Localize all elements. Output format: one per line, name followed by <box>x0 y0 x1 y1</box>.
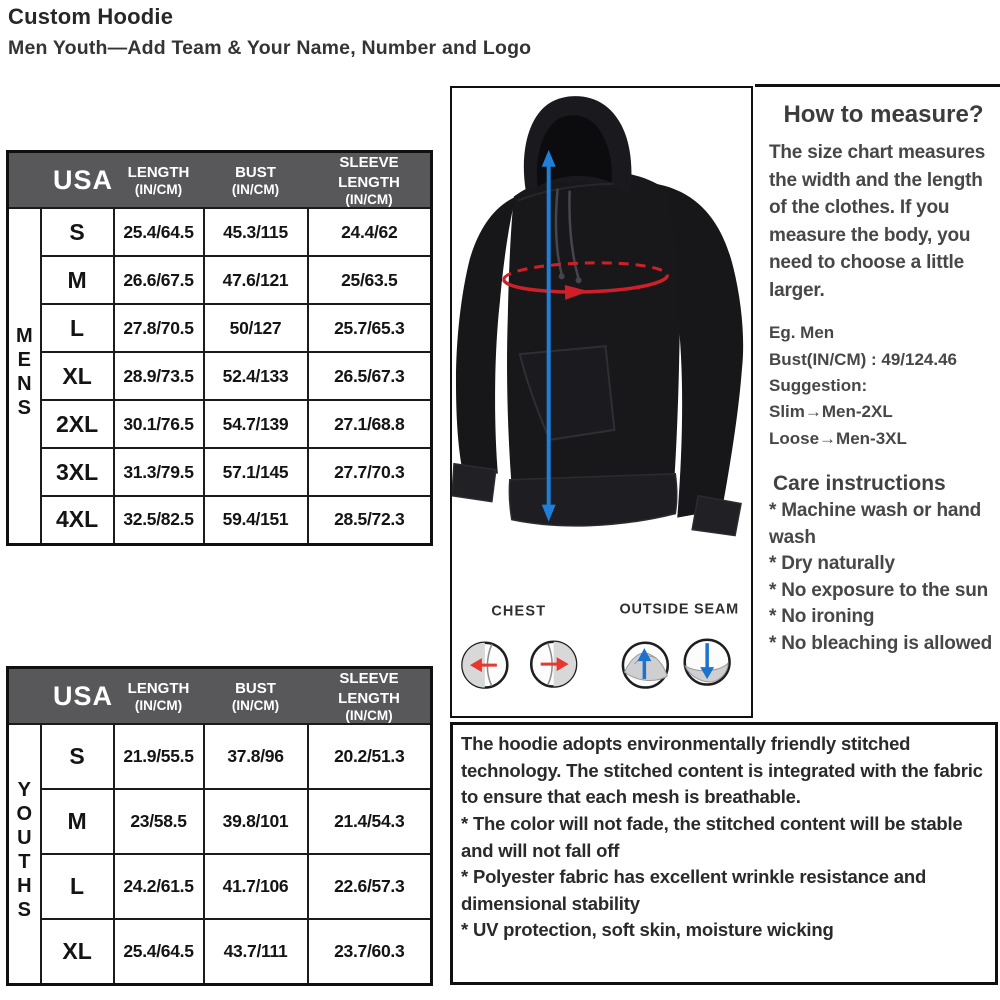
size-cell: M <box>41 256 114 304</box>
bust-cell: 43.7/111 <box>204 919 308 984</box>
mens-bust-header: BUST (IN/CM) <box>204 152 308 209</box>
example-line: Slim→Men-2XL <box>769 402 893 422</box>
seam-arrow-up-icon <box>623 643 668 688</box>
measure-width-arrow-right-icon <box>531 642 576 687</box>
youths-group-label: YOUTHS <box>8 724 41 984</box>
hoodie-measure-panel <box>450 86 753 718</box>
length-cell: 24.2/61.5 <box>114 854 204 919</box>
length-cell: 26.6/67.5 <box>114 256 204 304</box>
care-item: * No exposure to the sun <box>769 579 989 601</box>
page-title: Custom Hoodie <box>8 4 174 29</box>
length-cell: 23/58.5 <box>114 789 204 854</box>
bust-cell: 54.7/139 <box>204 400 308 448</box>
sleeve-cell: 28.5/72.3 <box>308 496 432 544</box>
size-cell: L <box>41 304 114 352</box>
size-cell: 4XL <box>41 496 114 544</box>
sleeve-cell: 25.7/65.3 <box>308 304 432 352</box>
length-cell: 30.1/76.5 <box>114 400 204 448</box>
hoodie-hem-band <box>509 474 676 526</box>
hoodie-measure-diagram <box>452 88 751 716</box>
table-row <box>8 352 432 400</box>
sleeve-cell: 22.6/57.3 <box>308 854 432 919</box>
length-cell: 21.9/55.5 <box>114 724 204 789</box>
table-row <box>8 789 432 854</box>
table-row <box>8 854 432 919</box>
bust-cell: 39.8/101 <box>204 789 308 854</box>
example-line: Suggestion: <box>769 375 868 395</box>
outside-seam-label: OUTSIDE SEAM <box>619 601 739 618</box>
care-instructions-list <box>769 498 998 658</box>
care-item: * No ironing <box>769 606 875 628</box>
hoodie-left-sleeve <box>456 197 516 474</box>
youths-size-chart <box>6 666 433 986</box>
length-cell: 25.4/64.5 <box>114 919 204 984</box>
sleeve-cell: 27.1/68.8 <box>308 400 432 448</box>
size-cell: XL <box>41 919 114 984</box>
description-paragraph: * The color will not fade, the stitched content will be stable and will not fall off <box>461 812 963 861</box>
page-subtitle: Men Youth—Add Team & Your Name, Number and Logo <box>8 37 532 59</box>
length-cell: 32.5/82.5 <box>114 496 204 544</box>
table-row <box>8 496 432 544</box>
measure-body-text: The size chart measures the width and the length of the clothes. If you measure the body, you need to choose a little larger. <box>769 142 986 301</box>
youths-length-header: LENGTH (IN/CM) <box>114 668 204 725</box>
hoodie-torso <box>507 173 680 488</box>
sleeve-cell: 25/63.5 <box>308 256 432 304</box>
bust-cell: 57.1/145 <box>204 448 308 496</box>
sleeve-cell: 21.4/54.3 <box>308 789 432 854</box>
mens-sleeve-header: SLEEVE LENGTH (IN/CM) <box>308 152 432 209</box>
table-row <box>8 919 432 984</box>
measure-heading: How to measure? <box>783 101 984 128</box>
length-cell: 25.4/64.5 <box>114 208 204 256</box>
size-cell: S <box>41 724 114 789</box>
sleeve-cell: 27.7/70.3 <box>308 448 432 496</box>
mens-header-row <box>8 152 432 209</box>
bust-cell: 41.7/106 <box>204 854 308 919</box>
size-cell: L <box>41 854 114 919</box>
description-paragraph: The hoodie adopts environmentally friendly stitched technology. The stitched content is integrated with the fabric to ensure that each mesh is breathable. <box>461 733 983 808</box>
bust-cell: 50/127 <box>204 304 308 352</box>
youths-sleeve-header: SLEEVE LENGTH (IN/CM) <box>308 668 432 725</box>
table-row <box>8 256 432 304</box>
size-cell: 3XL <box>41 448 114 496</box>
care-instructions-heading: Care instructions <box>773 472 946 495</box>
sleeve-cell: 23.7/60.3 <box>308 919 432 984</box>
mens-length-header: LENGTH (IN/CM) <box>114 152 204 209</box>
table-row <box>8 304 432 352</box>
table-row <box>8 208 432 256</box>
example-line: Bust(IN/CM) : 49/124.46 <box>769 349 957 369</box>
example-line: Eg. Men <box>769 323 835 343</box>
bust-cell: 47.6/121 <box>204 256 308 304</box>
product-description-box <box>450 722 998 985</box>
drawstring-tip <box>576 277 582 283</box>
care-item: * Dry naturally <box>769 553 895 575</box>
length-cell: 31.3/79.5 <box>114 448 204 496</box>
size-cell: 2XL <box>41 400 114 448</box>
chest-label: CHEST <box>491 603 547 620</box>
table-row <box>8 400 432 448</box>
table-row <box>8 448 432 496</box>
bust-cell: 45.3/115 <box>204 208 308 256</box>
drawstring-tip <box>559 273 565 279</box>
care-item: * Machine wash or hand wash <box>769 500 982 548</box>
seam-arrow-down-icon <box>685 640 730 685</box>
size-cell: S <box>41 208 114 256</box>
description-paragraph: * UV protection, soft skin, moisture wicking <box>461 919 834 941</box>
bust-cell: 59.4/151 <box>204 496 308 544</box>
bust-cell: 37.8/96 <box>204 724 308 789</box>
sleeve-cell: 24.4/62 <box>308 208 432 256</box>
sleeve-cell: 20.2/51.3 <box>308 724 432 789</box>
size-cell: XL <box>41 352 114 400</box>
sleeve-cell: 26.5/67.3 <box>308 352 432 400</box>
mens-usa-header: USA <box>8 152 114 209</box>
mens-size-chart <box>6 150 433 546</box>
example-line: Loose→Men-3XL <box>769 428 907 448</box>
table-row <box>8 724 432 789</box>
measure-width-arrow-left-icon <box>462 643 507 688</box>
bust-cell: 52.4/133 <box>204 352 308 400</box>
youths-header-row <box>8 668 432 725</box>
youths-usa-header: USA <box>8 668 114 725</box>
length-cell: 28.9/73.5 <box>114 352 204 400</box>
length-cell: 27.8/70.5 <box>114 304 204 352</box>
size-cell: M <box>41 789 114 854</box>
description-paragraph: * Polyester fabric has excellent wrinkle resistance and dimensional stability <box>461 866 927 914</box>
care-item: * No bleaching is allowed <box>769 632 993 654</box>
hoodie-right-cuff <box>692 496 741 536</box>
measure-example-block <box>769 320 998 452</box>
mens-group-label: MENS <box>8 208 41 544</box>
how-to-measure-panel <box>755 84 1000 722</box>
hoodie-left-cuff <box>452 464 496 502</box>
youths-bust-header: BUST (IN/CM) <box>204 668 308 725</box>
